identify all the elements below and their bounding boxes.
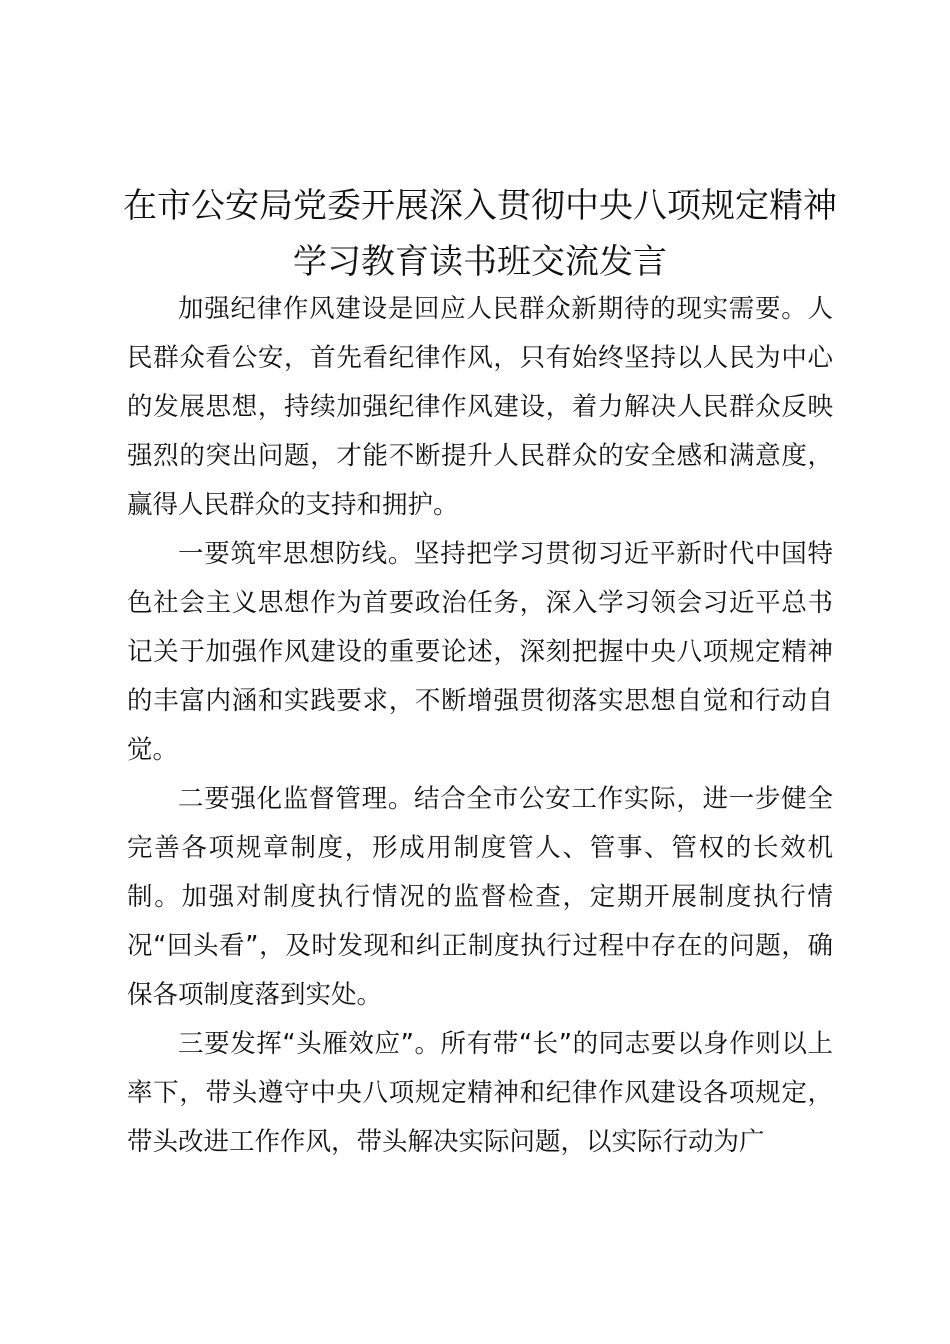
- paragraph-intro: 加强纪律作风建设是回应人民群众新期待的现实需要。人民群众看公安，首先看纪律作风，只有始终坚持以人民为中心的发展思想，持续加强纪律作风建设，着力解决人民群众反映强烈的突出问题，才能不断提升人民群众的安全感和满意度，赢得人民群众的支持和拥护。: [127, 294, 833, 520]
- document-title: 在市公安局党委开展深入贯彻中央八项规定精神学习教育读书班交流发言: [123, 186, 837, 282]
- paragraph-point-1: 一要筑牢思想防线。坚持把学习贯彻习近平新时代中国特色社会主义思想作为首要政治任务，深入学习领会习近平总书记关于加强作风建设的重要论述，深刻把握中央八项规定精神的丰富内涵和实践要求，不断增强贯彻落实思想自觉和行动自觉。: [127, 539, 833, 765]
- paragraph-point-2: 二要强化监督管理。结合全市公安工作实际，进一步健全完善各项规章制度，形成用制度管人、管事、管权的长效机制。加强对制度执行情况的监督检查，定期开展制度执行情况“回头看”，及时发现和纠正制度执行过程中存在的问题，确保各项制度落到实处。: [127, 784, 833, 1010]
- document-body: [127, 285, 833, 1167]
- paragraph-point-3: 三要发挥“头雁效应”。所有带“长”的同志要以身作则以上率下，带头遵守中央八项规定精神和纪律作风建设各项规定，带头改进工作作风，带头解决实际问题，以实际行动为广: [127, 1029, 833, 1157]
